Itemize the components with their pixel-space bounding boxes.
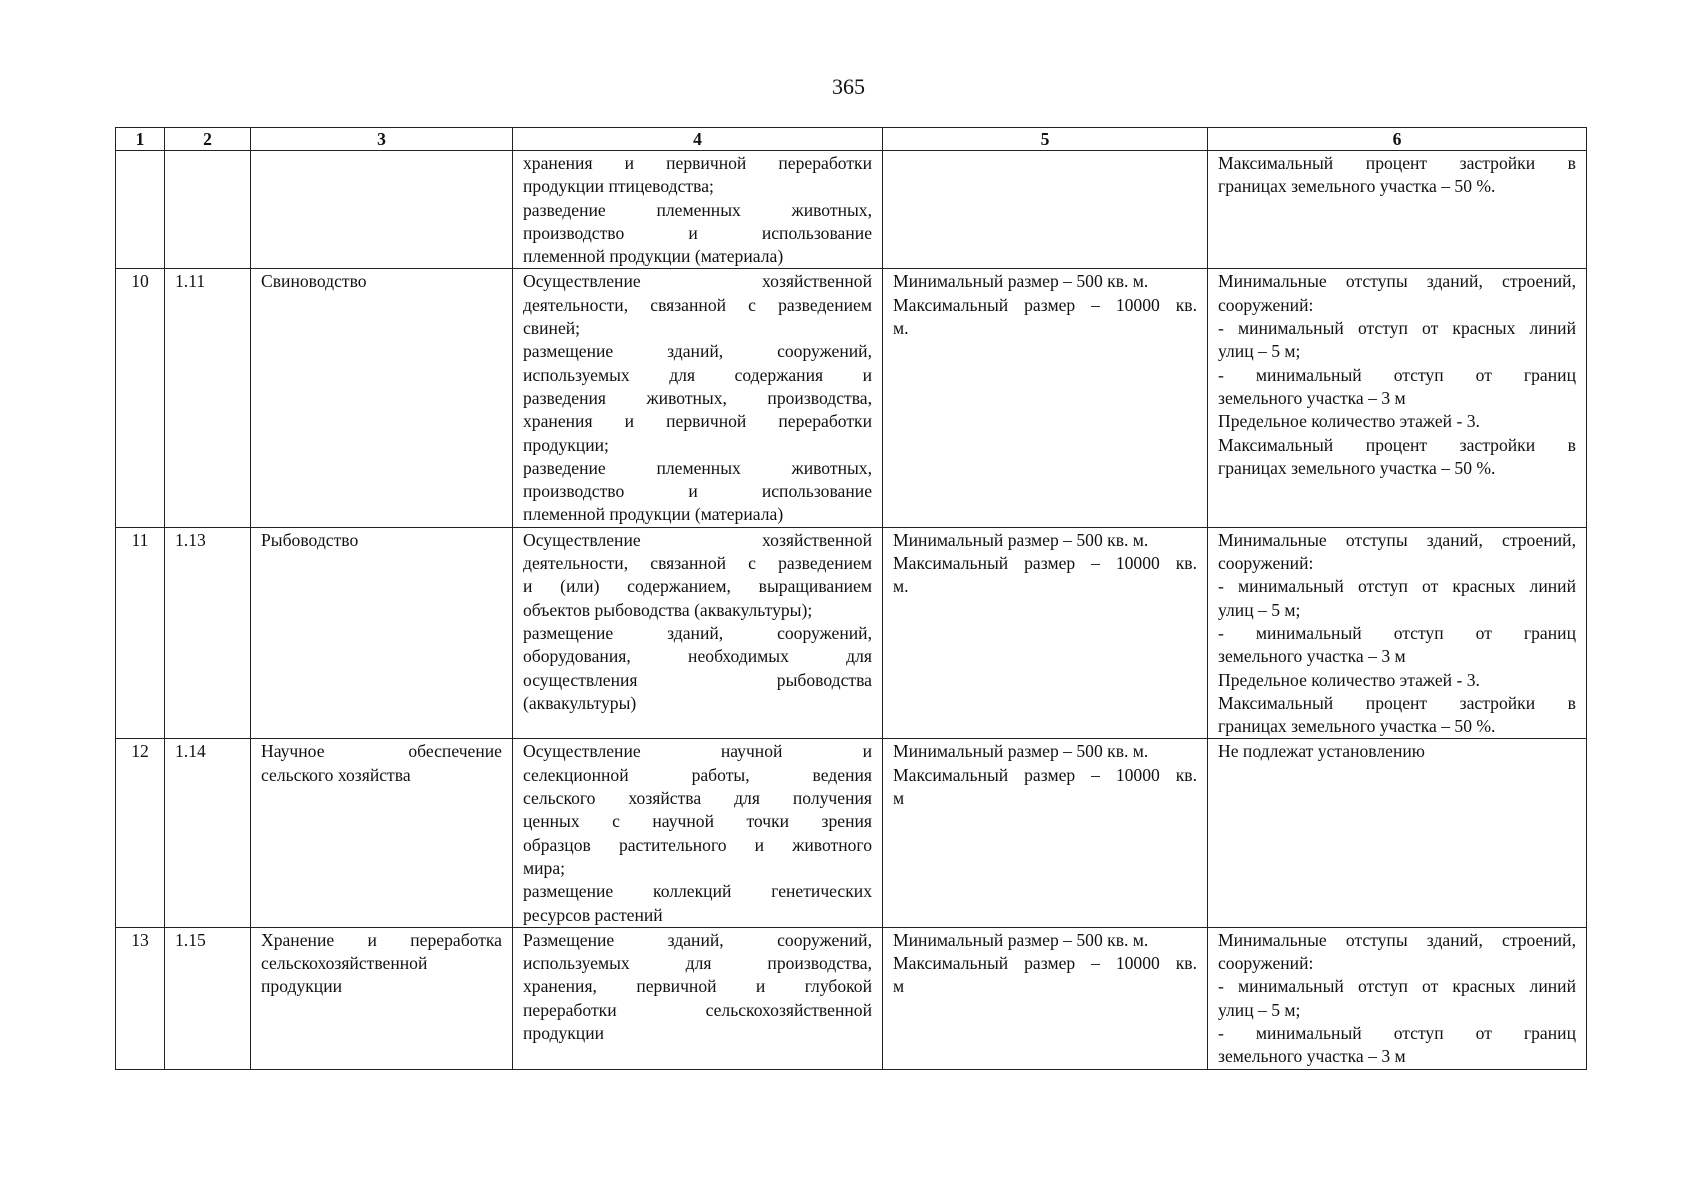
use-description-cell <box>513 739 883 927</box>
build-params-cell <box>1208 739 1587 927</box>
cell-paragraph <box>893 270 1197 293</box>
cell-line: Минимальные отступы зданий, строений, <box>1218 929 1576 950</box>
cell-paragraph <box>523 457 872 527</box>
cell-line: сооружений: <box>1218 953 1314 974</box>
cell-line: - минимальный отступ от границ <box>1218 1022 1576 1043</box>
cell-line: хранения и первичной переработки <box>523 411 872 432</box>
cell-line: улиц – 5 м; <box>1218 341 1301 362</box>
cell-paragraph <box>1218 929 1576 976</box>
cell-line: Осуществление хозяйственной <box>523 271 872 292</box>
cell-line: сельского хозяйства <box>261 764 411 785</box>
table-row <box>116 269 1587 527</box>
header-row <box>116 128 1587 151</box>
cell-paragraph <box>893 952 1197 999</box>
cell-line: объектов рыбоводства (аквакультуры); <box>523 599 813 620</box>
plot-size-cell <box>883 269 1208 527</box>
cell-paragraph <box>1218 669 1576 692</box>
cell-line: Свиноводство <box>261 271 367 292</box>
cell-line: размещение зданий, сооружений, <box>523 341 872 362</box>
cell-paragraph <box>1218 152 1576 199</box>
cell-line: разведения животных, производства, <box>523 387 872 408</box>
cell-paragraph <box>1218 364 1576 411</box>
cell-line: деятельности, связанной с разведением <box>523 294 872 315</box>
use-description-cell <box>513 269 883 527</box>
cell-line: Осуществление хозяйственной <box>523 529 872 550</box>
cell-line: хранения, первичной и глубокой <box>523 976 872 997</box>
cell-line: используемых для содержания и <box>523 364 872 385</box>
cell-line: (аквакультуры) <box>523 692 637 713</box>
cell-line: сооружений: <box>1218 294 1314 315</box>
build-params-cell <box>1208 927 1587 1069</box>
cell-line: м. <box>893 576 909 597</box>
cell-paragraph <box>523 152 872 199</box>
cell-paragraph <box>1218 692 1576 739</box>
plot-size-cell <box>883 151 1208 269</box>
cell-line: Максимальный размер – 10000 кв. <box>893 553 1197 574</box>
plot-size-cell <box>883 527 1208 739</box>
header-col-6: 6 <box>1208 128 1587 151</box>
cell-line: Рыбоводство <box>261 529 359 550</box>
cell-line: производство и использование <box>523 222 872 243</box>
cell-line: оборудования, необходимых для <box>523 646 872 667</box>
cell-line: продукции <box>261 976 343 997</box>
use-description-cell <box>513 527 883 739</box>
use-code-cell: 1.15 <box>165 927 251 1069</box>
cell-paragraph <box>523 740 872 880</box>
cell-line: м. <box>893 318 909 339</box>
cell-line: Предельное количество этажей - 3. <box>1218 669 1480 690</box>
cell-line: продукции <box>523 1022 605 1043</box>
cell-line: Минимальный размер – 500 кв. м. <box>893 741 1149 762</box>
cell-line: Минимальный размер – 500 кв. м. <box>893 271 1149 292</box>
cell-paragraph <box>1218 317 1576 364</box>
cell-line: сооружений: <box>1218 553 1314 574</box>
page-number: 365 <box>832 74 865 99</box>
use-name-cell <box>251 527 513 739</box>
build-params-cell <box>1208 269 1587 527</box>
cell-paragraph <box>1218 410 1576 433</box>
use-code-cell: 1.11 <box>165 269 251 527</box>
row-number-cell: 11 <box>116 527 165 739</box>
cell-line: Минимальные отступы зданий, строений, <box>1218 529 1576 550</box>
cell-line: Максимальный размер – 10000 кв. <box>893 294 1197 315</box>
cell-line: Минимальные отступы зданий, строений, <box>1218 271 1576 292</box>
cell-line: образцов растительного и животного <box>523 834 872 855</box>
cell-line: Минимальный размер – 500 кв. м. <box>893 529 1149 550</box>
cell-line: границах земельного участка – 50 %. <box>1218 716 1496 737</box>
plot-size-cell <box>883 739 1208 927</box>
cell-paragraph <box>893 529 1197 552</box>
use-code-cell: 1.13 <box>165 527 251 739</box>
cell-line: Предельное количество этажей - 3. <box>1218 411 1480 432</box>
use-description-cell <box>513 151 883 269</box>
cell-line: разведение племенных животных, <box>523 457 872 478</box>
cell-paragraph <box>1218 1022 1576 1069</box>
cell-paragraph <box>893 552 1197 599</box>
cell-paragraph <box>1218 575 1576 622</box>
cell-line: Максимальный размер – 10000 кв. <box>893 953 1197 974</box>
table-body <box>116 151 1587 1070</box>
cell-line: границах земельного участка – 50 %. <box>1218 457 1496 478</box>
cell-line: разведение племенных животных, <box>523 199 872 220</box>
cell-paragraph <box>523 270 872 340</box>
cell-line: размещение зданий, сооружений, <box>523 622 872 643</box>
cell-line: производство и использование <box>523 481 872 502</box>
table-row <box>116 527 1587 739</box>
cell-paragraph <box>893 764 1197 811</box>
use-name-cell <box>251 269 513 527</box>
cell-line: племенной продукции (материала) <box>523 246 784 267</box>
use-name-cell <box>251 151 513 269</box>
cell-line: земельного участка – 3 м <box>1218 646 1406 667</box>
use-name-cell <box>251 927 513 1069</box>
cell-line: м <box>893 976 905 997</box>
cell-paragraph <box>893 294 1197 341</box>
cell-line: племенной продукции (материала) <box>523 504 784 525</box>
cell-line: размещение коллекций генетических <box>523 881 872 902</box>
row-number-cell: 10 <box>116 269 165 527</box>
row-number-cell: 12 <box>116 739 165 927</box>
cell-line: мира; <box>523 857 566 878</box>
cell-line: земельного участка – 3 м <box>1218 1046 1406 1067</box>
header-col-5: 5 <box>883 128 1208 151</box>
cell-line: Хранение и переработка <box>261 929 502 950</box>
cell-line: - минимальный отступ от границ <box>1218 364 1576 385</box>
header-col-2: 2 <box>165 128 251 151</box>
cell-line: сельского хозяйства для получения <box>523 788 872 809</box>
build-params-cell <box>1208 527 1587 739</box>
cell-line: Не подлежат установлению <box>1218 741 1425 762</box>
cell-line: улиц – 5 м; <box>1218 999 1301 1020</box>
cell-paragraph <box>1218 975 1576 1022</box>
header-col-4: 4 <box>513 128 883 151</box>
cell-paragraph <box>523 622 872 715</box>
cell-paragraph <box>523 880 872 927</box>
cell-paragraph <box>1218 529 1576 576</box>
cell-line: ресурсов растений <box>523 904 663 925</box>
cell-paragraph <box>1218 740 1576 763</box>
cell-line: Максимальный процент застройки в <box>1218 153 1576 173</box>
plot-size-cell <box>883 927 1208 1069</box>
cell-line: улиц – 5 м; <box>1218 599 1301 620</box>
cell-line: сельскохозяйственной <box>261 953 428 974</box>
cell-line: Максимальный процент застройки в <box>1218 692 1576 713</box>
cell-line: свиней; <box>523 318 581 339</box>
cell-line: м <box>893 788 905 809</box>
cell-paragraph <box>523 340 872 456</box>
cell-paragraph <box>523 929 872 1045</box>
cell-line: продукции птицеводства; <box>523 176 714 197</box>
cell-line: используемых для производства, <box>523 953 872 974</box>
cell-paragraph <box>893 929 1197 952</box>
row-number-cell <box>116 151 165 269</box>
cell-paragraph <box>1218 622 1576 669</box>
table-row <box>116 151 1587 269</box>
cell-line: границах земельного участка – 50 %. <box>1218 176 1496 197</box>
use-description-cell <box>513 927 883 1069</box>
cell-line: Максимальный процент застройки в <box>1218 434 1576 455</box>
table-row <box>116 739 1587 927</box>
cell-line: - минимальный отступ от красных линий <box>1218 976 1576 997</box>
cell-line: Осуществление научной и <box>523 741 872 762</box>
cell-line: деятельности, связанной с разведением <box>523 553 872 574</box>
table-row <box>116 927 1587 1069</box>
cell-paragraph <box>1218 270 1576 317</box>
cell-line: переработки сельскохозяйственной <box>523 999 872 1020</box>
cell-paragraph <box>523 199 872 269</box>
cell-line: - минимальный отступ от красных линий <box>1218 318 1576 339</box>
zoning-table <box>115 127 1587 1070</box>
header-col-3: 3 <box>251 128 513 151</box>
cell-line: земельного участка – 3 м <box>1218 387 1406 408</box>
use-name-cell <box>251 739 513 927</box>
cell-line: продукции; <box>523 434 609 455</box>
cell-line: осуществления рыбоводства <box>523 669 872 690</box>
cell-line: селекционной работы, ведения <box>523 764 872 785</box>
cell-line: хранения и первичной переработки <box>523 153 872 173</box>
cell-line: ценных с научной точки зрения <box>523 811 872 832</box>
cell-line: и (или) содержанием, выращиванием <box>523 576 872 597</box>
use-code-cell: 1.14 <box>165 739 251 927</box>
cell-line: Размещение зданий, сооружений, <box>523 929 872 950</box>
cell-line: - минимальный отступ от красных линий <box>1218 576 1576 597</box>
cell-paragraph <box>523 529 872 622</box>
header-col-1: 1 <box>116 128 165 151</box>
cell-line: - минимальный отступ от границ <box>1218 622 1576 643</box>
cell-line: Научное обеспечение <box>261 741 502 762</box>
cell-line: Минимальный размер – 500 кв. м. <box>893 929 1149 950</box>
build-params-cell <box>1208 151 1587 269</box>
row-number-cell: 13 <box>116 927 165 1069</box>
cell-line: Максимальный размер – 10000 кв. <box>893 764 1197 785</box>
cell-paragraph <box>893 740 1197 763</box>
cell-paragraph <box>1218 434 1576 481</box>
use-code-cell <box>165 151 251 269</box>
